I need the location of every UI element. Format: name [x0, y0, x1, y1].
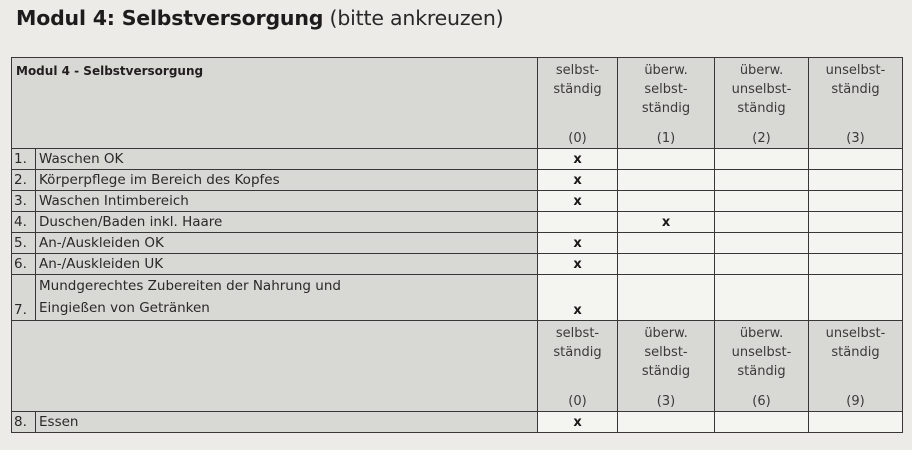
column-header-selbststaendig: selbst- ständig (0) — [538, 58, 618, 149]
table-row — [12, 275, 903, 321]
checkbox-cell[interactable] — [809, 275, 903, 321]
checkbox-cell[interactable] — [809, 412, 903, 433]
score-label: (2) — [752, 131, 771, 146]
checkbox-cell[interactable] — [618, 149, 715, 170]
table-row — [12, 233, 903, 254]
checkbox-cell[interactable] — [809, 233, 903, 254]
row-label: Duschen/Baden inkl. Haare — [36, 212, 538, 233]
checkbox-cell[interactable]: x — [538, 233, 618, 254]
row-number: 5. — [12, 233, 36, 254]
table-row — [12, 170, 903, 191]
checkbox-cell[interactable] — [809, 212, 903, 233]
self-care-assessment-table — [11, 57, 903, 433]
column-header-ueberwiegend-unselbststaendig: überw. unselbst- ständig (6) — [715, 321, 809, 412]
column-header-selbststaendig: selbst- ständig (0) — [538, 321, 618, 412]
row-number: 6. — [12, 254, 36, 275]
checkbox-cell[interactable]: x — [538, 254, 618, 275]
score-label: (0) — [568, 131, 587, 146]
row-label: Waschen Intimbereich — [36, 191, 538, 212]
table-header-label: Modul 4 - Selbstversorgung — [16, 64, 204, 78]
row-number: 4. — [12, 212, 36, 233]
row-number: 3. — [12, 191, 36, 212]
checkbox-cell[interactable] — [618, 191, 715, 212]
column-header-unselbststaendig: unselbst- ständig (3) — [809, 58, 903, 149]
score-label: (9) — [846, 394, 865, 409]
checkbox-cell[interactable] — [715, 233, 809, 254]
checkbox-cell[interactable] — [809, 170, 903, 191]
checkbox-cell[interactable] — [618, 412, 715, 433]
row-number: 2. — [12, 170, 36, 191]
table-header-label-cell — [12, 58, 538, 149]
column-header-unselbststaendig: unselbst- ständig (9) — [809, 321, 903, 412]
column-header-ueberwiegend-selbststaendig: überw. selbst- ständig (1) — [618, 58, 715, 149]
checkbox-cell[interactable] — [715, 254, 809, 275]
checkbox-cell[interactable] — [618, 233, 715, 254]
score-label: (6) — [752, 394, 771, 409]
score-label: (3) — [846, 131, 865, 146]
row-label — [36, 275, 538, 321]
module-title: Modul 4: Selbstversorgung — [16, 6, 324, 30]
checkbox-cell[interactable] — [618, 254, 715, 275]
page-title — [16, 6, 503, 30]
checkbox-cell[interactable] — [715, 191, 809, 212]
checkbox-cell[interactable]: x — [538, 149, 618, 170]
column-header-ueberwiegend-unselbststaendig: überw. unselbst- ständig (2) — [715, 58, 809, 149]
checkbox-cell[interactable] — [715, 275, 809, 321]
table-row — [12, 149, 903, 170]
checkbox-cell[interactable]: x — [538, 412, 618, 433]
title-instruction: (bitte ankreuzen) — [329, 6, 504, 30]
checkbox-cell[interactable] — [715, 170, 809, 191]
row-label: An-/Auskleiden UK — [36, 254, 538, 275]
checkbox-cell[interactable]: x — [538, 191, 618, 212]
checkbox-cell[interactable] — [809, 191, 903, 212]
row-label: An-/Auskleiden OK — [36, 233, 538, 254]
checkbox-cell[interactable] — [715, 412, 809, 433]
table-header-row — [12, 58, 903, 149]
checkbox-cell[interactable] — [618, 170, 715, 191]
table-header-row-2 — [12, 321, 903, 412]
checkbox-cell[interactable] — [538, 212, 618, 233]
row-number: 1. — [12, 149, 36, 170]
row-number: 8. — [12, 412, 36, 433]
checkbox-cell[interactable]: x — [538, 275, 618, 321]
table-row — [12, 212, 903, 233]
row-number: 7. — [12, 275, 36, 321]
row-label: Essen — [36, 412, 538, 433]
checkbox-cell[interactable] — [715, 149, 809, 170]
row-label-line-2: Eingießen von Getränken — [39, 300, 210, 316]
checkbox-cell[interactable] — [715, 212, 809, 233]
checkbox-cell[interactable] — [618, 275, 715, 321]
table-row — [12, 412, 903, 433]
checkbox-cell[interactable]: x — [618, 212, 715, 233]
column-header-ueberwiegend-selbststaendig: überw. selbst- ständig (3) — [618, 321, 715, 412]
score-label: (1) — [656, 131, 676, 146]
table-header-blank-cell — [12, 321, 538, 412]
row-label: Körperpflege im Bereich des Kopfes — [36, 170, 538, 191]
checkbox-cell[interactable] — [809, 149, 903, 170]
table-row — [12, 254, 903, 275]
checkbox-cell[interactable] — [809, 254, 903, 275]
score-label: (3) — [656, 394, 676, 409]
row-label-line-1: Mundgerechtes Zubereiten der Nahrung und — [39, 278, 341, 294]
score-label: (0) — [568, 394, 587, 409]
row-label: Waschen OK — [36, 149, 538, 170]
table-row — [12, 191, 903, 212]
checkbox-cell[interactable]: x — [538, 170, 618, 191]
